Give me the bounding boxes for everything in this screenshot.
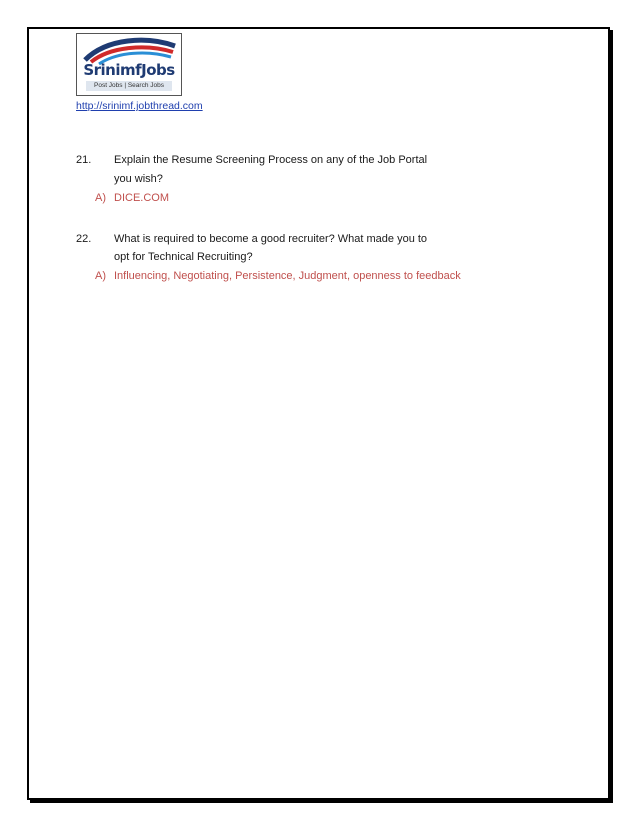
- answer-text: DICE.COM: [114, 192, 169, 204]
- logo-brand: SrinimfJobs: [83, 61, 175, 79]
- question-text-line2: you wish?: [114, 173, 163, 185]
- question-text-line1: What is required to become a good recruiter? What made you to: [114, 233, 428, 245]
- question-text-line1: Explain the Resume Screening Process on any of the Job Portal: [114, 154, 428, 166]
- answer-label: A): [95, 192, 106, 204]
- page-border: [27, 27, 610, 800]
- logo-tagline: Post Jobs | Search Jobs: [86, 81, 172, 91]
- answer-label: A): [95, 270, 106, 282]
- question-number: 21.: [76, 154, 92, 166]
- site-url-link[interactable]: http://srinimf.jobthread.com: [76, 100, 203, 112]
- question-text-line2: opt for Technical Recruiting?: [114, 251, 253, 263]
- question-number: 22.: [76, 233, 92, 245]
- answer-text: Influencing, Negotiating, Persistence, Judgment, openness to feedback: [114, 270, 461, 282]
- srinimf-jobs-logo: [76, 33, 182, 96]
